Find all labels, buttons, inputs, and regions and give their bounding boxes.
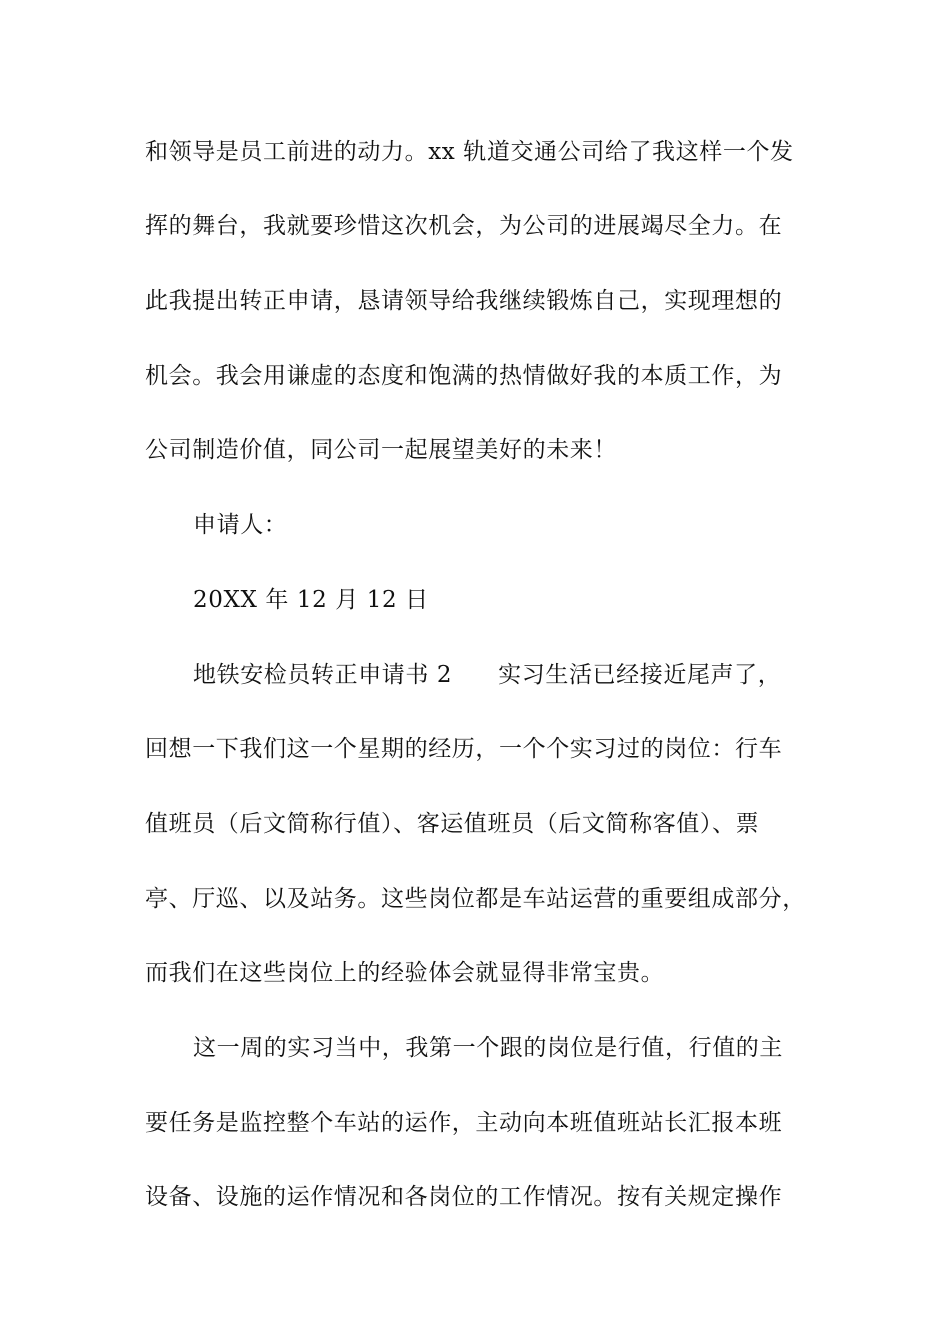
paragraph-line: 挥的舞台，我就要珍惜这次机会，为公司的进展竭尽全力。在	[145, 213, 783, 239]
paragraph-line: 要任务是监控整个车站的运作，主动向本班值班站长汇报本班	[145, 1110, 783, 1136]
paragraph-line: 设备、设施的运作情况和各岗位的工作情况。按有关规定操作	[145, 1184, 783, 1210]
date-line: 20XX 年 12 月 12 日	[193, 587, 429, 613]
paragraph-line: 公司制造价值，同公司一起展望美好的未来！	[145, 437, 617, 463]
paragraph-line: 和领导是员工前进的动力。xx 轨道交通公司给了我这样一个发	[145, 139, 794, 165]
paragraph-line: 回想一下我们这一个星期的经历，一个个实习过的岗位：行车	[145, 736, 783, 762]
section-heading-line	[193, 660, 873, 690]
section-title: 地铁安检员转正申请书 2	[193, 662, 453, 688]
paragraph-line: 机会。我会用谦虚的态度和饱满的热情做好我的本质工作，为	[145, 363, 783, 389]
paragraph-line: 此我提出转正申请，恳请领导给我继续锻炼自己，实现理想的	[145, 288, 783, 314]
paragraph-line: 而我们在这些岗位上的经验体会就显得非常宝贵。	[145, 960, 665, 986]
paragraph-line: 值班员（后文简称行值）、客运值班员（后文简称客值）、票	[145, 811, 760, 837]
paragraph-start: 实习生活已经接近尾声了，	[498, 662, 782, 688]
applicant-label: 申请人：	[193, 512, 288, 538]
paragraph-line: 亭、厅巡、以及站务。这些岗位都是车站运营的重要组成部分，	[145, 886, 806, 912]
paragraph-line: 这一周的实习当中，我第一个跟的岗位是行值，行值的主	[193, 1035, 783, 1061]
